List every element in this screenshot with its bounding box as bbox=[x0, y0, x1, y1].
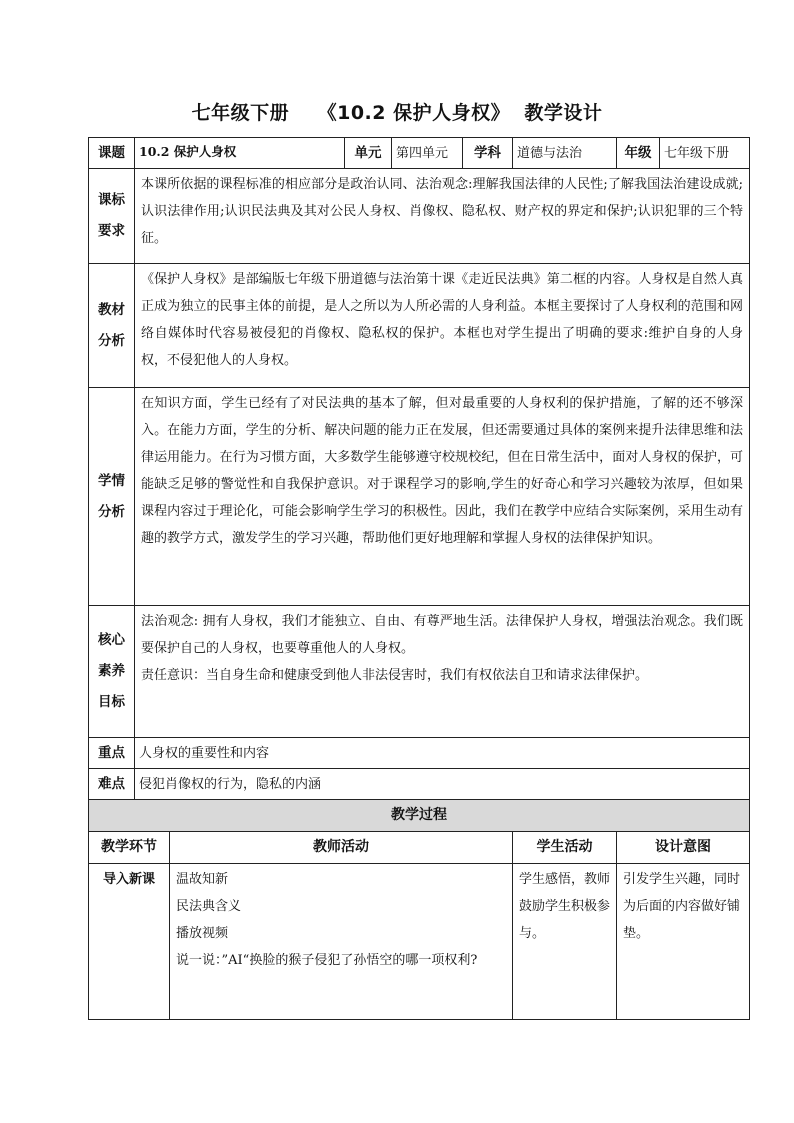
process-header-row bbox=[89, 832, 750, 864]
topic-value: 10.2 保护人身权 bbox=[135, 138, 345, 169]
key-point-label: 重点 bbox=[89, 738, 135, 769]
process-stage: 导入新课 bbox=[89, 864, 170, 1020]
standards-row bbox=[89, 169, 750, 264]
literacy-paragraph: 责任意识：当自身生命和健康受到他人非法侵害时，我们有权依法自卫和请求法律保护。 bbox=[141, 668, 649, 683]
column-header-intent: 设计意图 bbox=[617, 832, 750, 864]
teacher-activity-line: 民法典含义 bbox=[176, 899, 242, 914]
teacher-activity-line: 播放视频 bbox=[176, 926, 229, 941]
column-header-student: 学生活动 bbox=[513, 832, 617, 864]
topic-label: 课题 bbox=[89, 138, 135, 169]
literacy-label: 核心 素养 目标 bbox=[89, 606, 135, 738]
topic-row bbox=[89, 138, 750, 169]
teacher-activity-line: 温故知新 bbox=[176, 872, 229, 887]
textbook-row bbox=[89, 264, 750, 388]
difficult-point-text: 侵犯肖像权的行为，隐私的内涵 bbox=[135, 769, 750, 800]
difficult-point-label: 难点 bbox=[89, 769, 135, 800]
process-section-title: 教学过程 bbox=[89, 800, 750, 832]
textbook-text: 《保护人身权》是部编版七年级下册道德与法治第十课《走近民法典》第二框的内容。人身权是自然人真正成为独立的民事主体的前提，是人之所以为人所必需的人身利益。本框主要探讨了人身权利的范围和网络自媒体时代容易被侵犯的肖像权、隐私权的保护。本框也对学生提出了明确的要求:维护自身的人身权，不侵犯他人的人身权。 bbox=[135, 264, 750, 388]
subject-label: 学科 bbox=[463, 138, 513, 169]
standards-text: 本课所依据的课程标准的相应部分是政治认同、法治观念:理解我国法律的人民性;了解我国法治建设成就;认识法律作用;认识民法典及其对公民人身权、肖像权、隐私权、财产权的界定和保护;认识犯罪的三个特征。 bbox=[135, 169, 750, 264]
design-intent: 引发学生兴趣，同时为后面的内容做好铺垫。 bbox=[617, 864, 750, 1020]
unit-value: 第四单元 bbox=[392, 138, 463, 169]
process-section-row bbox=[89, 800, 750, 832]
column-header-teacher: 教师活动 bbox=[170, 832, 513, 864]
teacher-activity bbox=[170, 864, 513, 1020]
lesson-plan-table bbox=[88, 137, 750, 1020]
literacy-paragraph: 法治观念: 拥有人身权，我们才能独立、自由、有尊严地生活。法律保护人身权，增强法治观念。我们既要保护自己的人身权，也要尊重他人的人身权。 bbox=[141, 614, 744, 656]
difficult-point-row bbox=[89, 769, 750, 800]
unit-label: 单元 bbox=[345, 138, 392, 169]
grade-label: 年级 bbox=[617, 138, 660, 169]
students-label: 学情 分析 bbox=[89, 388, 135, 606]
subject-value: 道德与法治 bbox=[513, 138, 617, 169]
key-point-row bbox=[89, 738, 750, 769]
key-point-text: 人身权的重要性和内容 bbox=[135, 738, 750, 769]
grade-value: 七年级下册 bbox=[660, 138, 750, 169]
students-row bbox=[89, 388, 750, 606]
standards-label: 课标 要求 bbox=[89, 169, 135, 264]
student-activity: 学生感悟，教师鼓励学生积极参与。 bbox=[513, 864, 617, 1020]
teacher-activity-line: 说一说：”AI“换脸的猴子侵犯了孙悟空的哪一项权利? bbox=[176, 953, 478, 968]
literacy-text bbox=[135, 606, 750, 738]
column-header-stage: 教学环节 bbox=[89, 832, 170, 864]
literacy-row bbox=[89, 606, 750, 738]
textbook-label: 教材 分析 bbox=[89, 264, 135, 388]
document-title: 七年级下册 《10.2 保护人身权》 教学设计 bbox=[191, 102, 603, 124]
process-row bbox=[89, 864, 750, 1020]
students-text: 在知识方面，学生已经有了对民法典的基本了解，但对最重要的人身权利的保护措施，了解的还不够深入。在能力方面，学生的分析、解决问题的能力正在发展，但还需要通过具体的案例来提升法律思维和法律运用能力。在行为习惯方面，大多数学生能够遵守校规校纪，但在日常生活中，面对人身权的保护，可能缺乏足够的警觉性和自我保护意识。对于课程学习的影响,学生的好奇心和学习兴趣较为浓厚，但如果课程内容过于理论化，可能会影响学生学习的积极性。因此，我们在教学中应结合实际案例，采用生动有趣的教学方式，激发学生的学习兴趣，帮助他们更好地理解和掌握人身权的法律保护知识。 bbox=[135, 388, 750, 606]
